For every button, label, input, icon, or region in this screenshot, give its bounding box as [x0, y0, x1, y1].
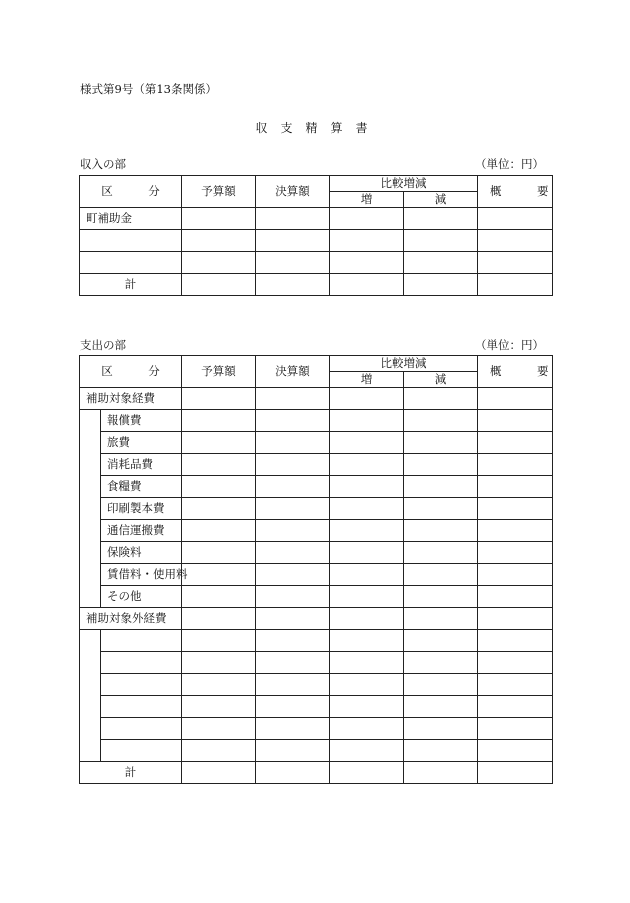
header-budget: 予算額: [182, 356, 256, 388]
item-label: 消耗品費: [101, 454, 182, 476]
amount-cell: [330, 608, 404, 630]
amount-cell: [182, 740, 256, 762]
amount-cell: [256, 274, 330, 296]
amount-cell: [404, 542, 478, 564]
amount-cell: [256, 230, 330, 252]
amount-cell: [330, 252, 404, 274]
amount-cell: [478, 252, 553, 274]
amount-cell: [256, 388, 330, 410]
header-category: 区 分: [80, 356, 182, 388]
amount-cell: [404, 454, 478, 476]
table-row: [80, 252, 553, 274]
amount-cell: [256, 674, 330, 696]
amount-cell: [330, 740, 404, 762]
amount-cell: [182, 564, 256, 586]
amount-cell: [182, 476, 256, 498]
amount-cell: [330, 696, 404, 718]
group-indent-spacer: [80, 410, 101, 608]
amount-cell: [404, 274, 478, 296]
amount-cell: [182, 274, 256, 296]
table-row: [80, 388, 553, 410]
amount-cell: [478, 208, 553, 230]
amount-cell: [478, 498, 553, 520]
amount-cell: [330, 454, 404, 476]
row-label: [80, 230, 182, 252]
form-number: 様式第9号（第13条関係）: [80, 82, 217, 96]
table-row: [80, 586, 553, 608]
amount-cell: [404, 696, 478, 718]
amount-cell: [478, 696, 553, 718]
item-label: 通信運搬費: [101, 520, 182, 542]
amount-cell: [330, 762, 404, 784]
amount-cell: [330, 652, 404, 674]
table-row: [80, 652, 553, 674]
amount-cell: [256, 740, 330, 762]
table-row: [80, 208, 553, 230]
amount-cell: [478, 652, 553, 674]
amount-cell: [256, 564, 330, 586]
amount-cell: [182, 586, 256, 608]
group-indent-spacer: [80, 630, 101, 762]
amount-cell: [478, 432, 553, 454]
amount-cell: [478, 388, 553, 410]
amount-cell: [404, 208, 478, 230]
amount-cell: [404, 718, 478, 740]
amount-cell: [256, 476, 330, 498]
amount-cell: [478, 542, 553, 564]
amount-cell: [478, 674, 553, 696]
amount-cell: [330, 476, 404, 498]
row-label: [80, 252, 182, 274]
item-label: 旅費: [101, 432, 182, 454]
table-row: [80, 432, 553, 454]
item-label: その他: [101, 586, 182, 608]
header-overview: 概 要: [478, 356, 553, 388]
item-label: 食糧費: [101, 476, 182, 498]
amount-cell: [256, 652, 330, 674]
amount-cell: [330, 274, 404, 296]
amount-cell: [256, 608, 330, 630]
table-row: [80, 564, 553, 586]
expense-table: [79, 355, 561, 784]
header-comparison: 比較増減: [330, 176, 478, 192]
expense-section-label: 支出の部: [80, 338, 126, 352]
amount-cell: [256, 762, 330, 784]
amount-cell: [182, 252, 256, 274]
amount-cell: [182, 230, 256, 252]
amount-cell: [256, 410, 330, 432]
income-unit-label: （単位：円）: [475, 157, 544, 171]
header-increase: 増: [330, 372, 404, 388]
amount-cell: [478, 586, 553, 608]
table-row: [80, 454, 553, 476]
header-decrease: 減: [404, 372, 478, 388]
expense-unit-label: （単位：円）: [475, 338, 544, 352]
amount-cell: [182, 542, 256, 564]
item-label: [101, 630, 182, 652]
amount-cell: [182, 696, 256, 718]
amount-cell: [404, 740, 478, 762]
amount-cell: [478, 230, 553, 252]
amount-cell: [330, 564, 404, 586]
document-title: 収支精算書: [255, 121, 381, 135]
amount-cell: [330, 208, 404, 230]
table-row: [80, 230, 553, 252]
amount-cell: [330, 410, 404, 432]
amount-cell: [330, 542, 404, 564]
table-row: [80, 274, 553, 296]
item-label: [101, 652, 182, 674]
amount-cell: [478, 274, 553, 296]
amount-cell: [330, 432, 404, 454]
table-row: [80, 674, 553, 696]
income-table: [79, 175, 561, 296]
item-label: [101, 674, 182, 696]
amount-cell: [182, 608, 256, 630]
header-settlement: 決算額: [256, 176, 330, 208]
amount-cell: [478, 740, 553, 762]
amount-cell: [182, 432, 256, 454]
amount-cell: [404, 476, 478, 498]
amount-cell: [182, 718, 256, 740]
amount-cell: [182, 498, 256, 520]
amount-cell: [330, 230, 404, 252]
amount-cell: [182, 388, 256, 410]
amount-cell: [330, 674, 404, 696]
amount-cell: [404, 762, 478, 784]
table-row: [80, 498, 553, 520]
amount-cell: [404, 432, 478, 454]
amount-cell: [404, 608, 478, 630]
item-label: 報償費: [101, 410, 182, 432]
amount-cell: [478, 454, 553, 476]
amount-cell: [478, 476, 553, 498]
non-eligible-expenses-label: 補助対象外経費: [80, 608, 182, 630]
amount-cell: [256, 718, 330, 740]
total-label: 計: [80, 274, 182, 296]
amount-cell: [404, 230, 478, 252]
header-comparison: 比較増減: [330, 356, 478, 372]
amount-cell: [182, 652, 256, 674]
amount-cell: [182, 520, 256, 542]
amount-cell: [256, 252, 330, 274]
item-label: [101, 740, 182, 762]
header-category: 区 分: [80, 176, 182, 208]
amount-cell: [404, 520, 478, 542]
amount-cell: [404, 388, 478, 410]
amount-cell: [404, 674, 478, 696]
header-overview: 概 要: [478, 176, 553, 208]
amount-cell: [404, 498, 478, 520]
amount-cell: [404, 630, 478, 652]
header-budget: 予算額: [182, 176, 256, 208]
table-row: [80, 718, 553, 740]
amount-cell: [182, 630, 256, 652]
amount-cell: [478, 718, 553, 740]
amount-cell: [256, 630, 330, 652]
table-row: [80, 476, 553, 498]
amount-cell: [256, 542, 330, 564]
table-row: [80, 542, 553, 564]
income-section-label: 収入の部: [80, 157, 126, 171]
amount-cell: [256, 586, 330, 608]
amount-cell: [330, 630, 404, 652]
amount-cell: [256, 696, 330, 718]
amount-cell: [404, 252, 478, 274]
item-label: 賃借料・使用料: [101, 564, 182, 586]
amount-cell: [330, 586, 404, 608]
amount-cell: [478, 410, 553, 432]
table-row: [80, 520, 553, 542]
table-row: [80, 608, 553, 630]
amount-cell: [256, 498, 330, 520]
amount-cell: [182, 410, 256, 432]
amount-cell: [404, 652, 478, 674]
amount-cell: [330, 520, 404, 542]
amount-cell: [404, 564, 478, 586]
amount-cell: [182, 454, 256, 476]
amount-cell: [404, 586, 478, 608]
table-row: [80, 740, 553, 762]
item-label: [101, 696, 182, 718]
amount-cell: [256, 432, 330, 454]
total-label: 計: [80, 762, 182, 784]
amount-cell: [330, 718, 404, 740]
table-row: [80, 410, 553, 432]
amount-cell: [182, 208, 256, 230]
row-label: 町補助金: [80, 208, 182, 230]
amount-cell: [182, 762, 256, 784]
amount-cell: [182, 674, 256, 696]
table-row: [80, 630, 553, 652]
table-row: [80, 762, 553, 784]
amount-cell: [478, 762, 553, 784]
amount-cell: [478, 520, 553, 542]
item-label: [101, 718, 182, 740]
amount-cell: [330, 498, 404, 520]
item-label: 印刷製本費: [101, 498, 182, 520]
header-settlement: 決算額: [256, 356, 330, 388]
amount-cell: [478, 608, 553, 630]
amount-cell: [478, 630, 553, 652]
header-decrease: 減: [404, 192, 478, 208]
header-increase: 増: [330, 192, 404, 208]
amount-cell: [404, 410, 478, 432]
subsidy-eligible-expenses-label: 補助対象経費: [80, 388, 182, 410]
amount-cell: [330, 388, 404, 410]
amount-cell: [256, 208, 330, 230]
item-label: 保険料: [101, 542, 182, 564]
table-row: [80, 696, 553, 718]
amount-cell: [256, 454, 330, 476]
amount-cell: [478, 564, 553, 586]
amount-cell: [256, 520, 330, 542]
